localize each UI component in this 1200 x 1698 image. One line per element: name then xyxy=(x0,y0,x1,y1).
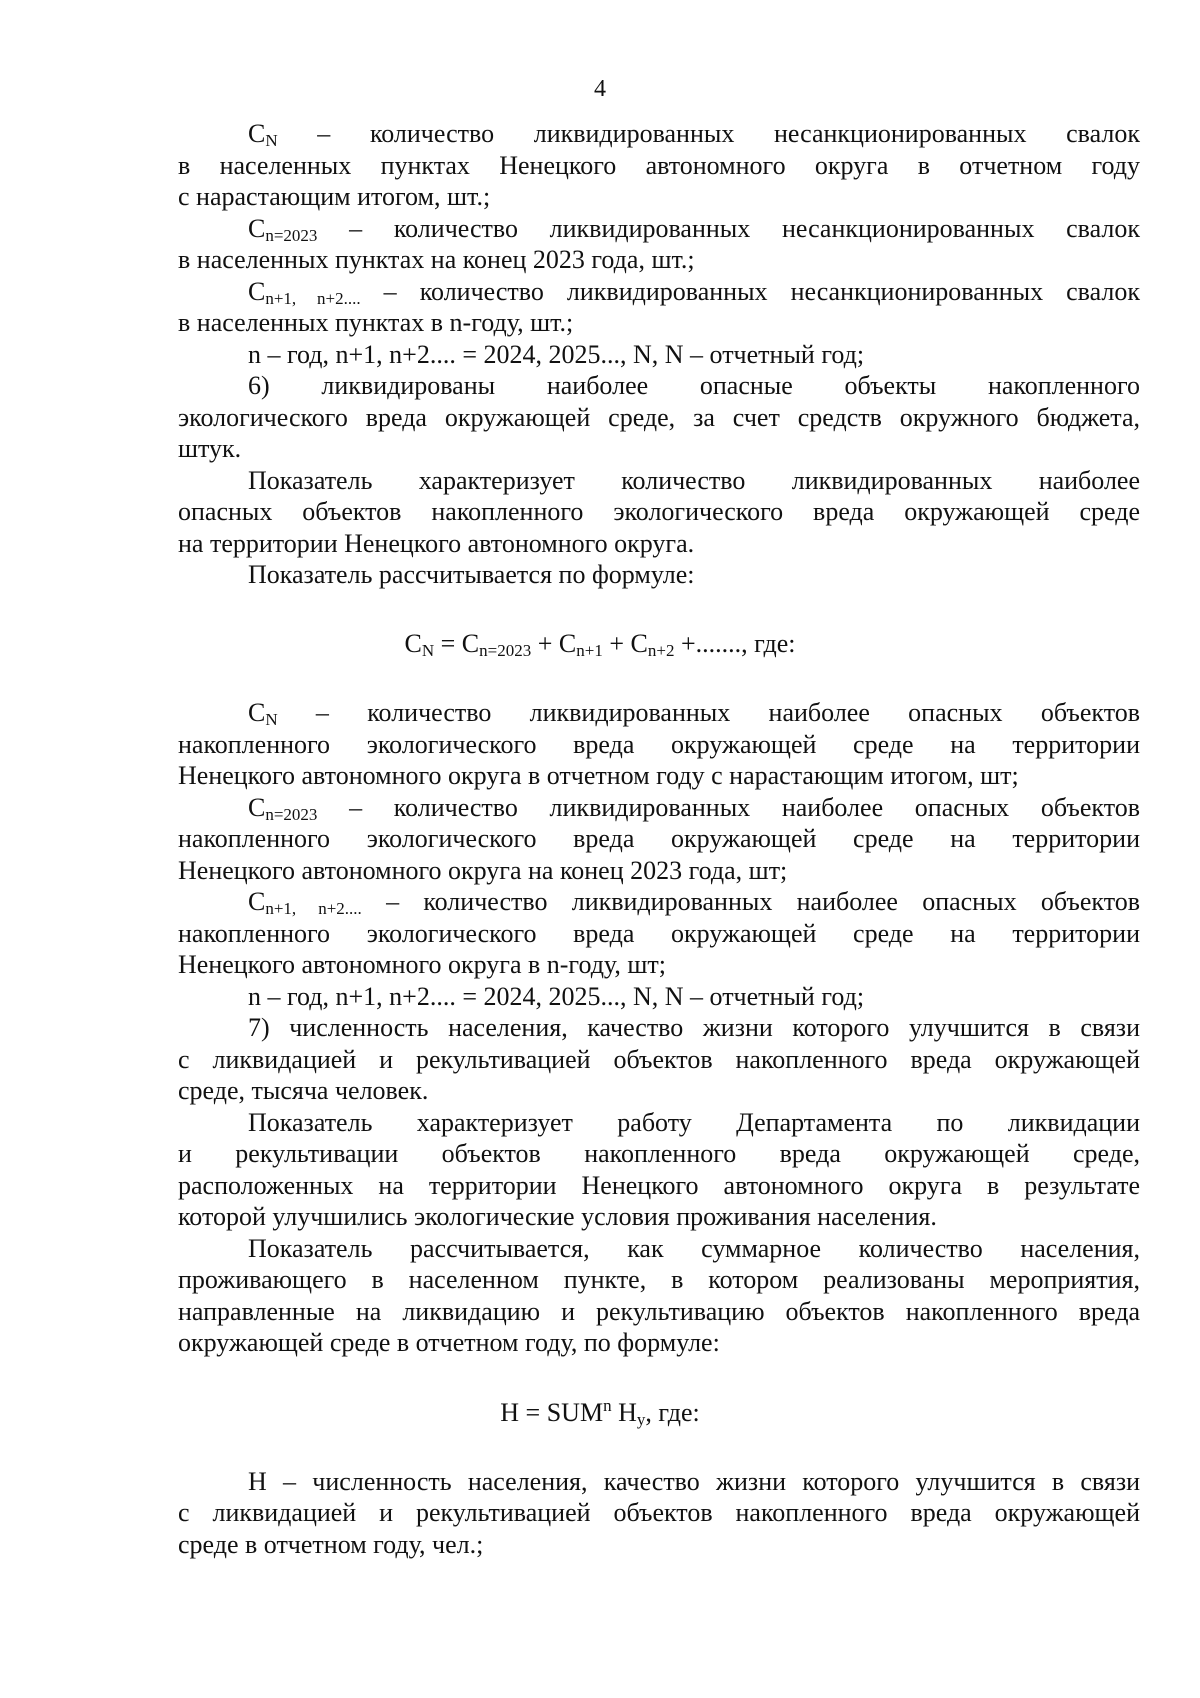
text-segment: с ликвидацией и рекультивацией объектов накопленного вреда окружающей xyxy=(178,1498,1140,1527)
text-line xyxy=(248,560,1140,590)
text-segment: окружающей среде в отчетном году, по формуле: xyxy=(178,1328,720,1357)
text-segment: H xyxy=(611,1398,637,1427)
text-segment: Показатель характеризует работу Департамента по ликвидации xyxy=(248,1108,1140,1137)
subscript: n=2023 xyxy=(265,805,318,824)
text-segment: с ликвидацией и рекультивацией объектов накопленного вреда окружающей xyxy=(178,1045,1140,1074)
formula xyxy=(0,1398,1200,1428)
text-segment: направленные на ликвидацию и рекультивацию объектов накопленного вреда xyxy=(178,1297,1140,1326)
text-line xyxy=(248,793,1140,823)
text-line xyxy=(178,950,1140,980)
text-segment: среде в отчетном году, чел.; xyxy=(178,1530,484,1559)
text-line xyxy=(178,434,1140,464)
text-segment: экологического вреда окружающей среде, за счет средств окружного бюджета, xyxy=(178,403,1140,432)
subscript: N xyxy=(265,131,278,150)
text-segment: накопленного экологического вреда окружающей среде на территории xyxy=(178,919,1140,948)
text-line xyxy=(248,1467,1140,1497)
text-segment: C xyxy=(248,887,266,916)
text-line xyxy=(178,730,1140,760)
text-line xyxy=(178,151,1140,181)
text-line xyxy=(248,214,1140,244)
superscript: n xyxy=(603,1396,612,1415)
text-segment: 6) ликвидированы наиболее опасные объекты накопленного xyxy=(248,371,1140,400)
text-segment: с нарастающим итогом, шт.; xyxy=(178,182,491,211)
text-line xyxy=(178,529,1140,559)
text-line xyxy=(178,1297,1140,1327)
text-segment: – количество ликвидированных наиболее опасных объектов xyxy=(361,887,1140,916)
text-line xyxy=(178,245,1140,275)
text-line xyxy=(248,887,1140,917)
text-segment: которой улучшились экологические условия проживания населения. xyxy=(178,1202,937,1231)
text-line xyxy=(248,982,1140,1012)
text-segment: n – год, n+1, n+2.... = 2024, 2025..., N, N – отчетный год; xyxy=(248,340,865,369)
subscript: n=2023 xyxy=(479,641,532,660)
text-segment: штук. xyxy=(178,434,242,463)
text-segment: Показатель рассчитывается, как суммарное количество населения, xyxy=(248,1234,1140,1263)
text-segment: Ненецкого автономного округа в отчетном году с нарастающим итогом, шт; xyxy=(178,761,1019,790)
text-segment: C xyxy=(248,793,266,822)
page-number: 4 xyxy=(594,76,606,102)
text-line xyxy=(178,1498,1140,1528)
text-line xyxy=(248,277,1140,307)
text-line xyxy=(178,1171,1140,1201)
text-line xyxy=(178,1076,1140,1106)
text-line xyxy=(248,1108,1140,1138)
text-segment: в населенных пунктах в n-году, шт.; xyxy=(178,308,574,337)
text-line xyxy=(248,371,1140,401)
text-line xyxy=(248,340,1140,370)
text-line xyxy=(178,497,1140,527)
subscript: n+1, n+2.... xyxy=(265,899,362,918)
text-segment: Показатель характеризует количество ликвидированных наиболее xyxy=(248,466,1140,495)
text-segment: C xyxy=(248,119,266,148)
text-line xyxy=(248,698,1140,728)
text-line xyxy=(178,919,1140,949)
text-line xyxy=(178,1328,1140,1358)
text-line xyxy=(178,761,1140,791)
text-segment: расположенных на территории Ненецкого автономного округа в результате xyxy=(178,1171,1140,1200)
text-segment: + C xyxy=(531,629,577,658)
text-segment: H = SUM xyxy=(500,1398,604,1427)
text-line xyxy=(248,119,1140,149)
text-segment: среде, тысяча человек. xyxy=(178,1076,429,1105)
text-line xyxy=(248,1013,1140,1043)
text-segment: накопленного экологического вреда окружающей среде на территории xyxy=(178,730,1140,759)
text-segment: Показатель рассчитывается по формуле: xyxy=(248,560,695,589)
text-line xyxy=(178,308,1140,338)
subscript: n+1 xyxy=(576,641,603,660)
text-segment: Ненецкого автономного округа в n-году, шт; xyxy=(178,950,666,979)
text-line xyxy=(178,1202,1140,1232)
text-segment: +......., где: xyxy=(674,629,796,658)
text-segment: в населенных пунктах Ненецкого автономного округа в отчетном году xyxy=(178,151,1140,180)
subscript: N xyxy=(421,641,435,660)
text-segment: в населенных пунктах на конец 2023 года, шт.; xyxy=(178,245,695,274)
subscript: y xyxy=(636,1410,646,1429)
text-segment: и рекультивации объектов накопленного вреда окружающей среде, xyxy=(178,1139,1140,1168)
text-segment: C xyxy=(248,698,266,727)
text-segment: + C xyxy=(602,629,648,658)
text-line xyxy=(248,1234,1140,1264)
subscript: n+2 xyxy=(647,641,675,660)
text-segment: C xyxy=(248,277,266,306)
text-line xyxy=(248,466,1140,496)
text-line xyxy=(178,182,1140,212)
text-segment: – количество ликвидированных наиболее опасных объектов xyxy=(317,793,1140,822)
subscript: n=2023 xyxy=(265,226,318,245)
text-segment: – количество ликвидированных несанкционированных свалок xyxy=(360,277,1140,306)
text-segment: – количество ликвидированных несанкционированных свалок xyxy=(277,119,1140,148)
text-line xyxy=(178,403,1140,433)
text-segment: на территории Ненецкого автономного округа. xyxy=(178,529,695,558)
text-segment: C xyxy=(404,629,422,658)
text-line xyxy=(178,824,1140,854)
text-segment: проживающего в населенном пункте, в котором реализованы мероприятия, xyxy=(178,1265,1140,1294)
text-segment: C xyxy=(248,214,266,243)
text-segment: 7) численность населения, качество жизни которого улучшится в связи xyxy=(248,1013,1140,1042)
subscript: N xyxy=(265,710,278,729)
text-segment: , где: xyxy=(645,1398,700,1427)
text-line xyxy=(178,856,1140,886)
text-segment: H – численность населения, качество жизни которого улучшится в связи xyxy=(248,1467,1140,1496)
text-line xyxy=(178,1045,1140,1075)
formula xyxy=(0,629,1200,659)
text-line xyxy=(178,1530,1140,1560)
text-segment: n – год, n+1, n+2.... = 2024, 2025..., N, N – отчетный год; xyxy=(248,982,865,1011)
text-line xyxy=(178,1139,1140,1169)
text-segment: Ненецкого автономного округа на конец 2023 года, шт; xyxy=(178,856,788,885)
text-segment: опасных объектов накопленного экологического вреда окружающей среде xyxy=(178,497,1140,526)
text-segment: – количество ликвидированных несанкционированных свалок xyxy=(317,214,1140,243)
subscript: n+1, n+2.... xyxy=(265,289,361,308)
text-line xyxy=(178,1265,1140,1295)
text-segment: – количество ликвидированных наиболее опасных объектов xyxy=(277,698,1140,727)
text-segment: = C xyxy=(434,629,480,658)
text-segment: накопленного экологического вреда окружающей среде на территории xyxy=(178,824,1140,853)
